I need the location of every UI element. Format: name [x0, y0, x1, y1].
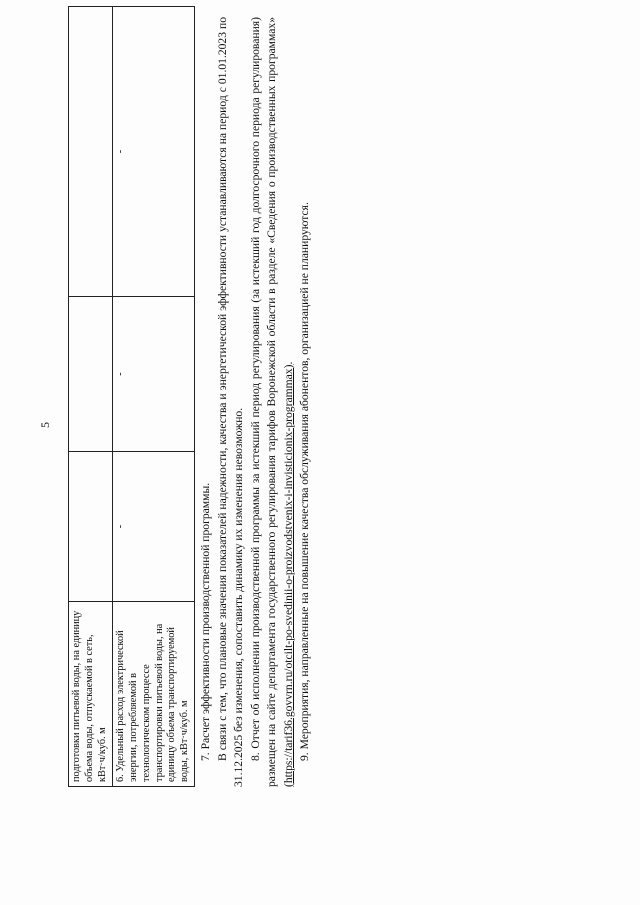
table-cell-value: - [113, 297, 195, 452]
indicators-table [68, 6, 195, 787]
table-cell-value [69, 7, 113, 297]
section-7-heading: 7. Расчет эффективности производственной программы. [199, 482, 212, 761]
table-cell-value [69, 297, 113, 452]
section-8-text-end: . [281, 361, 295, 365]
page-number: 5 [38, 422, 52, 428]
table-cell-value: - [113, 7, 195, 297]
table-cell-value [69, 452, 113, 602]
table-cell-label: 6. Удельный расход электрической энергии, потребляемой в технологическом процессе транспортировки питьевой воды, на единицу объема транспортируемой воды, кВт·ч/куб. м [113, 602, 195, 787]
table-cell-value: - [113, 452, 195, 602]
table-row [113, 7, 195, 787]
document-body [198, 17, 314, 787]
section-8-paragraph [248, 17, 298, 787]
table-cell-label: подготовки питьевой воды, на единицу объема воды, отпускаемой в сеть, кВт·ч/куб. м [69, 602, 113, 787]
table-row [69, 7, 113, 787]
section-7-text: В связи с тем, что плановые значения показателей надежности, качества и энергетической эффективности устанавливаются на период с 01.01.2023 по 31.12.2025 без изменения, сопоставить динамику их изменения невозможно. [215, 17, 245, 787]
report-link[interactable]: (https://tarif36.govvrn.ru/otcilt-po-svedinii-o-proizvodstvenix-i-invisticionix-programmax) [281, 364, 295, 787]
section-9-text: 9. Мероприятия, направленные на повышение качества обслуживания абонентов, организацией не планируются. [298, 202, 311, 761]
section-8-text: 8. Отчет об исполнении производственной программы за истекший период регулирования (за истекший год долгосрочного периода регулирования) размещен на сайте департамента государственного регулирования тарифов Воронежской области в разделе «Сведения о производственных программах» [248, 17, 278, 787]
